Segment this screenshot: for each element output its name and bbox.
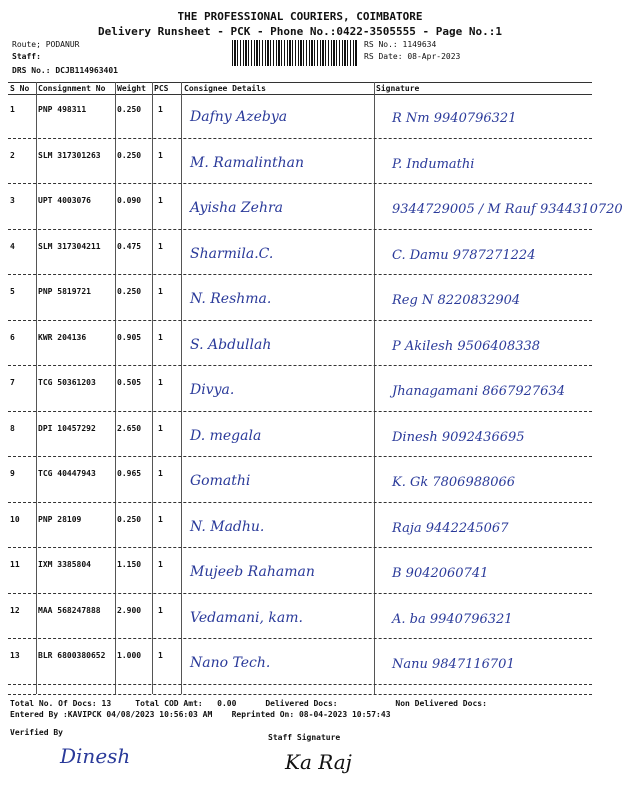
rs-date-label: RS Date:: [364, 52, 403, 61]
route-info: [12, 40, 79, 49]
row-weight: 0.505: [117, 378, 142, 387]
row-pcs: 1: [158, 333, 163, 342]
rs-no-label: RS No.:: [364, 40, 398, 49]
row-signature: Nanu 9847116701: [392, 657, 515, 672]
row-consignment-no: IXM 3385804: [38, 560, 91, 569]
total-cod-label: Total COD Amt:: [135, 699, 203, 708]
row-divider: [8, 365, 592, 366]
row-sno: 1: [10, 105, 15, 114]
column-divider: [115, 82, 116, 694]
row-consignee: Dafny Azebya: [190, 109, 288, 125]
row-divider: [8, 547, 592, 548]
header-signature: Signature: [376, 84, 420, 93]
row-weight: 0.250: [117, 151, 142, 160]
staff-signature-label: Staff Signature: [268, 733, 341, 742]
row-sno: 9: [10, 469, 15, 478]
barcode-icon: [232, 40, 358, 66]
rs-date-info: [364, 52, 460, 61]
row-pcs: 1: [158, 378, 163, 387]
staff-info: [12, 52, 41, 61]
row-sno: 7: [10, 378, 15, 387]
row-weight: 2.650: [117, 424, 142, 433]
row-weight: 2.900: [117, 606, 142, 615]
row-sno: 13: [10, 651, 20, 660]
row-sno: 5: [10, 287, 15, 296]
row-consignment-no: TCG 50361203: [38, 378, 96, 387]
total-docs-value: 13: [101, 699, 112, 708]
row-weight: 0.250: [117, 105, 142, 114]
row-signature: P. Indumathi: [392, 157, 475, 172]
rs-date-value: 08-Apr-2023: [407, 52, 461, 61]
row-consignment-no: UPT 4003076: [38, 196, 91, 205]
row-pcs: 1: [158, 196, 163, 205]
row-signature: B 9042060741: [392, 566, 489, 581]
row-sno: 10: [10, 515, 20, 524]
company-title: THE PROFESSIONAL COURIERS, COIMBATORE: [177, 10, 423, 23]
row-pcs: 1: [158, 515, 163, 524]
row-consignment-no: MAA 568247888: [38, 606, 101, 615]
rs-no-info: [364, 40, 436, 49]
row-signature: R Nm 9940796321: [392, 111, 517, 126]
row-consignee: N. Reshma.: [190, 291, 272, 307]
column-divider: [36, 82, 37, 694]
non-delivered-label: Non Delivered Docs:: [395, 699, 487, 708]
row-consignment-no: SLM 317304211: [38, 242, 101, 251]
header-pcs: PCS: [154, 84, 169, 93]
row-divider: [8, 320, 592, 321]
row-consignment-no: KWR 204136: [38, 333, 87, 342]
delivered-label: Delivered Docs:: [265, 699, 338, 708]
header-weight: Weight: [117, 84, 146, 93]
row-divider: [8, 456, 592, 457]
row-divider: [8, 183, 592, 184]
row-signature: 9344729005 / M Rauf 9344310720: [392, 202, 623, 217]
row-pcs: 1: [158, 606, 163, 615]
header-consignee: Consignee Details: [184, 84, 266, 93]
row-signature: Jhanagamani 8667927634: [392, 384, 565, 399]
row-sno: 4: [10, 242, 15, 251]
staff-label: Staff:: [12, 52, 41, 61]
row-sno: 8: [10, 424, 15, 433]
row-sno: 6: [10, 333, 15, 342]
row-weight: 1.000: [117, 651, 142, 660]
row-divider: [8, 274, 592, 275]
table-header-border: [8, 94, 592, 95]
row-divider: [8, 138, 592, 139]
row-weight: 0.475: [117, 242, 142, 251]
row-signature: K. Gk 7806988066: [392, 475, 516, 490]
footer-entry-info: [10, 710, 391, 719]
table-top-border: [8, 82, 592, 83]
header-sno: S No: [10, 84, 30, 93]
row-consignee: Sharmila.C.: [190, 246, 274, 262]
row-weight: 0.965: [117, 469, 142, 478]
total-docs-label: Total No. Of Docs:: [10, 699, 97, 708]
column-divider: [374, 82, 375, 694]
total-cod-value: 0.00: [217, 699, 237, 708]
rs-no-value: 1149634: [402, 40, 437, 49]
row-pcs: 1: [158, 651, 163, 660]
row-consignee: D. megala: [190, 428, 262, 444]
row-weight: 0.090: [117, 196, 142, 205]
route-value: PODANUR: [45, 40, 80, 49]
row-consignee: Ayisha Zehra: [190, 200, 283, 216]
row-pcs: 1: [158, 287, 163, 296]
footer-totals: [10, 699, 487, 708]
row-divider: [8, 502, 592, 503]
row-divider: [8, 411, 592, 412]
row-sno: 3: [10, 196, 15, 205]
column-divider: [152, 82, 153, 694]
row-signature: C. Damu 9787271224: [392, 248, 536, 263]
reprinted-on: Reprinted On: 08-04-2023 10:57:43: [231, 710, 391, 719]
row-weight: 0.905: [117, 333, 142, 342]
row-pcs: 1: [158, 424, 163, 433]
row-consignment-no: SLM 317301263: [38, 151, 101, 160]
row-sno: 11: [10, 560, 20, 569]
row-consignment-no: PNP 498311: [38, 105, 87, 114]
row-divider: [8, 229, 592, 230]
row-consignee: Gomathi: [190, 473, 251, 489]
row-consignee: Nano Tech.: [190, 655, 271, 671]
row-consignment-no: PNP 5819721: [38, 287, 91, 296]
row-sno: 2: [10, 151, 15, 160]
row-pcs: 1: [158, 469, 163, 478]
row-consignee: Vedamani, kam.: [190, 610, 303, 626]
staff-signature: Ka Raj: [285, 750, 352, 774]
row-divider: [8, 684, 592, 685]
row-weight: 0.250: [117, 515, 142, 524]
row-consignee: Divya.: [190, 382, 235, 398]
column-divider: [181, 82, 182, 694]
header-consignment: Consignment No: [38, 84, 106, 93]
row-weight: 1.150: [117, 560, 142, 569]
entered-by: Entered By :KAVIPCK 04/08/2023 10:56:03 AM: [10, 710, 213, 719]
row-pcs: 1: [158, 151, 163, 160]
route-label: Route;: [12, 40, 41, 49]
verified-by-label: Verified By: [10, 728, 63, 737]
row-consignee: Mujeeb Rahaman: [190, 564, 315, 580]
drs-label: DRS No.:: [12, 66, 51, 75]
drs-value: DCJB114963401: [55, 66, 118, 75]
row-pcs: 1: [158, 105, 163, 114]
row-consignment-no: TCG 40447943: [38, 469, 96, 478]
row-consignment-no: BLR 6800380652: [38, 651, 106, 660]
row-signature: Raja 9442245067: [392, 521, 509, 536]
row-pcs: 1: [158, 242, 163, 251]
row-consignment-no: PNP 28109: [38, 515, 82, 524]
row-signature: Dinesh 9092436695: [392, 430, 525, 445]
table-bottom-border: [8, 694, 592, 695]
row-consignee: S. Abdullah: [190, 337, 272, 353]
row-consignee: N. Madhu.: [190, 519, 265, 535]
verified-signature: Dinesh: [60, 744, 131, 768]
row-pcs: 1: [158, 560, 163, 569]
row-signature: A. ba 9940796321: [392, 612, 513, 627]
runsheet-subtitle: Delivery Runsheet - PCK - Phone No.:0422-3505555 - Page No.:1: [98, 25, 502, 38]
row-divider: [8, 593, 592, 594]
row-divider: [8, 638, 592, 639]
row-consignment-no: DPI 10457292: [38, 424, 96, 433]
row-sno: 12: [10, 606, 20, 615]
row-weight: 0.250: [117, 287, 142, 296]
drs-info: [12, 66, 118, 75]
row-consignee: M. Ramalinthan: [190, 155, 305, 171]
row-signature: Reg N 8220832904: [392, 293, 521, 308]
row-signature: P Akilesh 9506408338: [392, 339, 541, 354]
